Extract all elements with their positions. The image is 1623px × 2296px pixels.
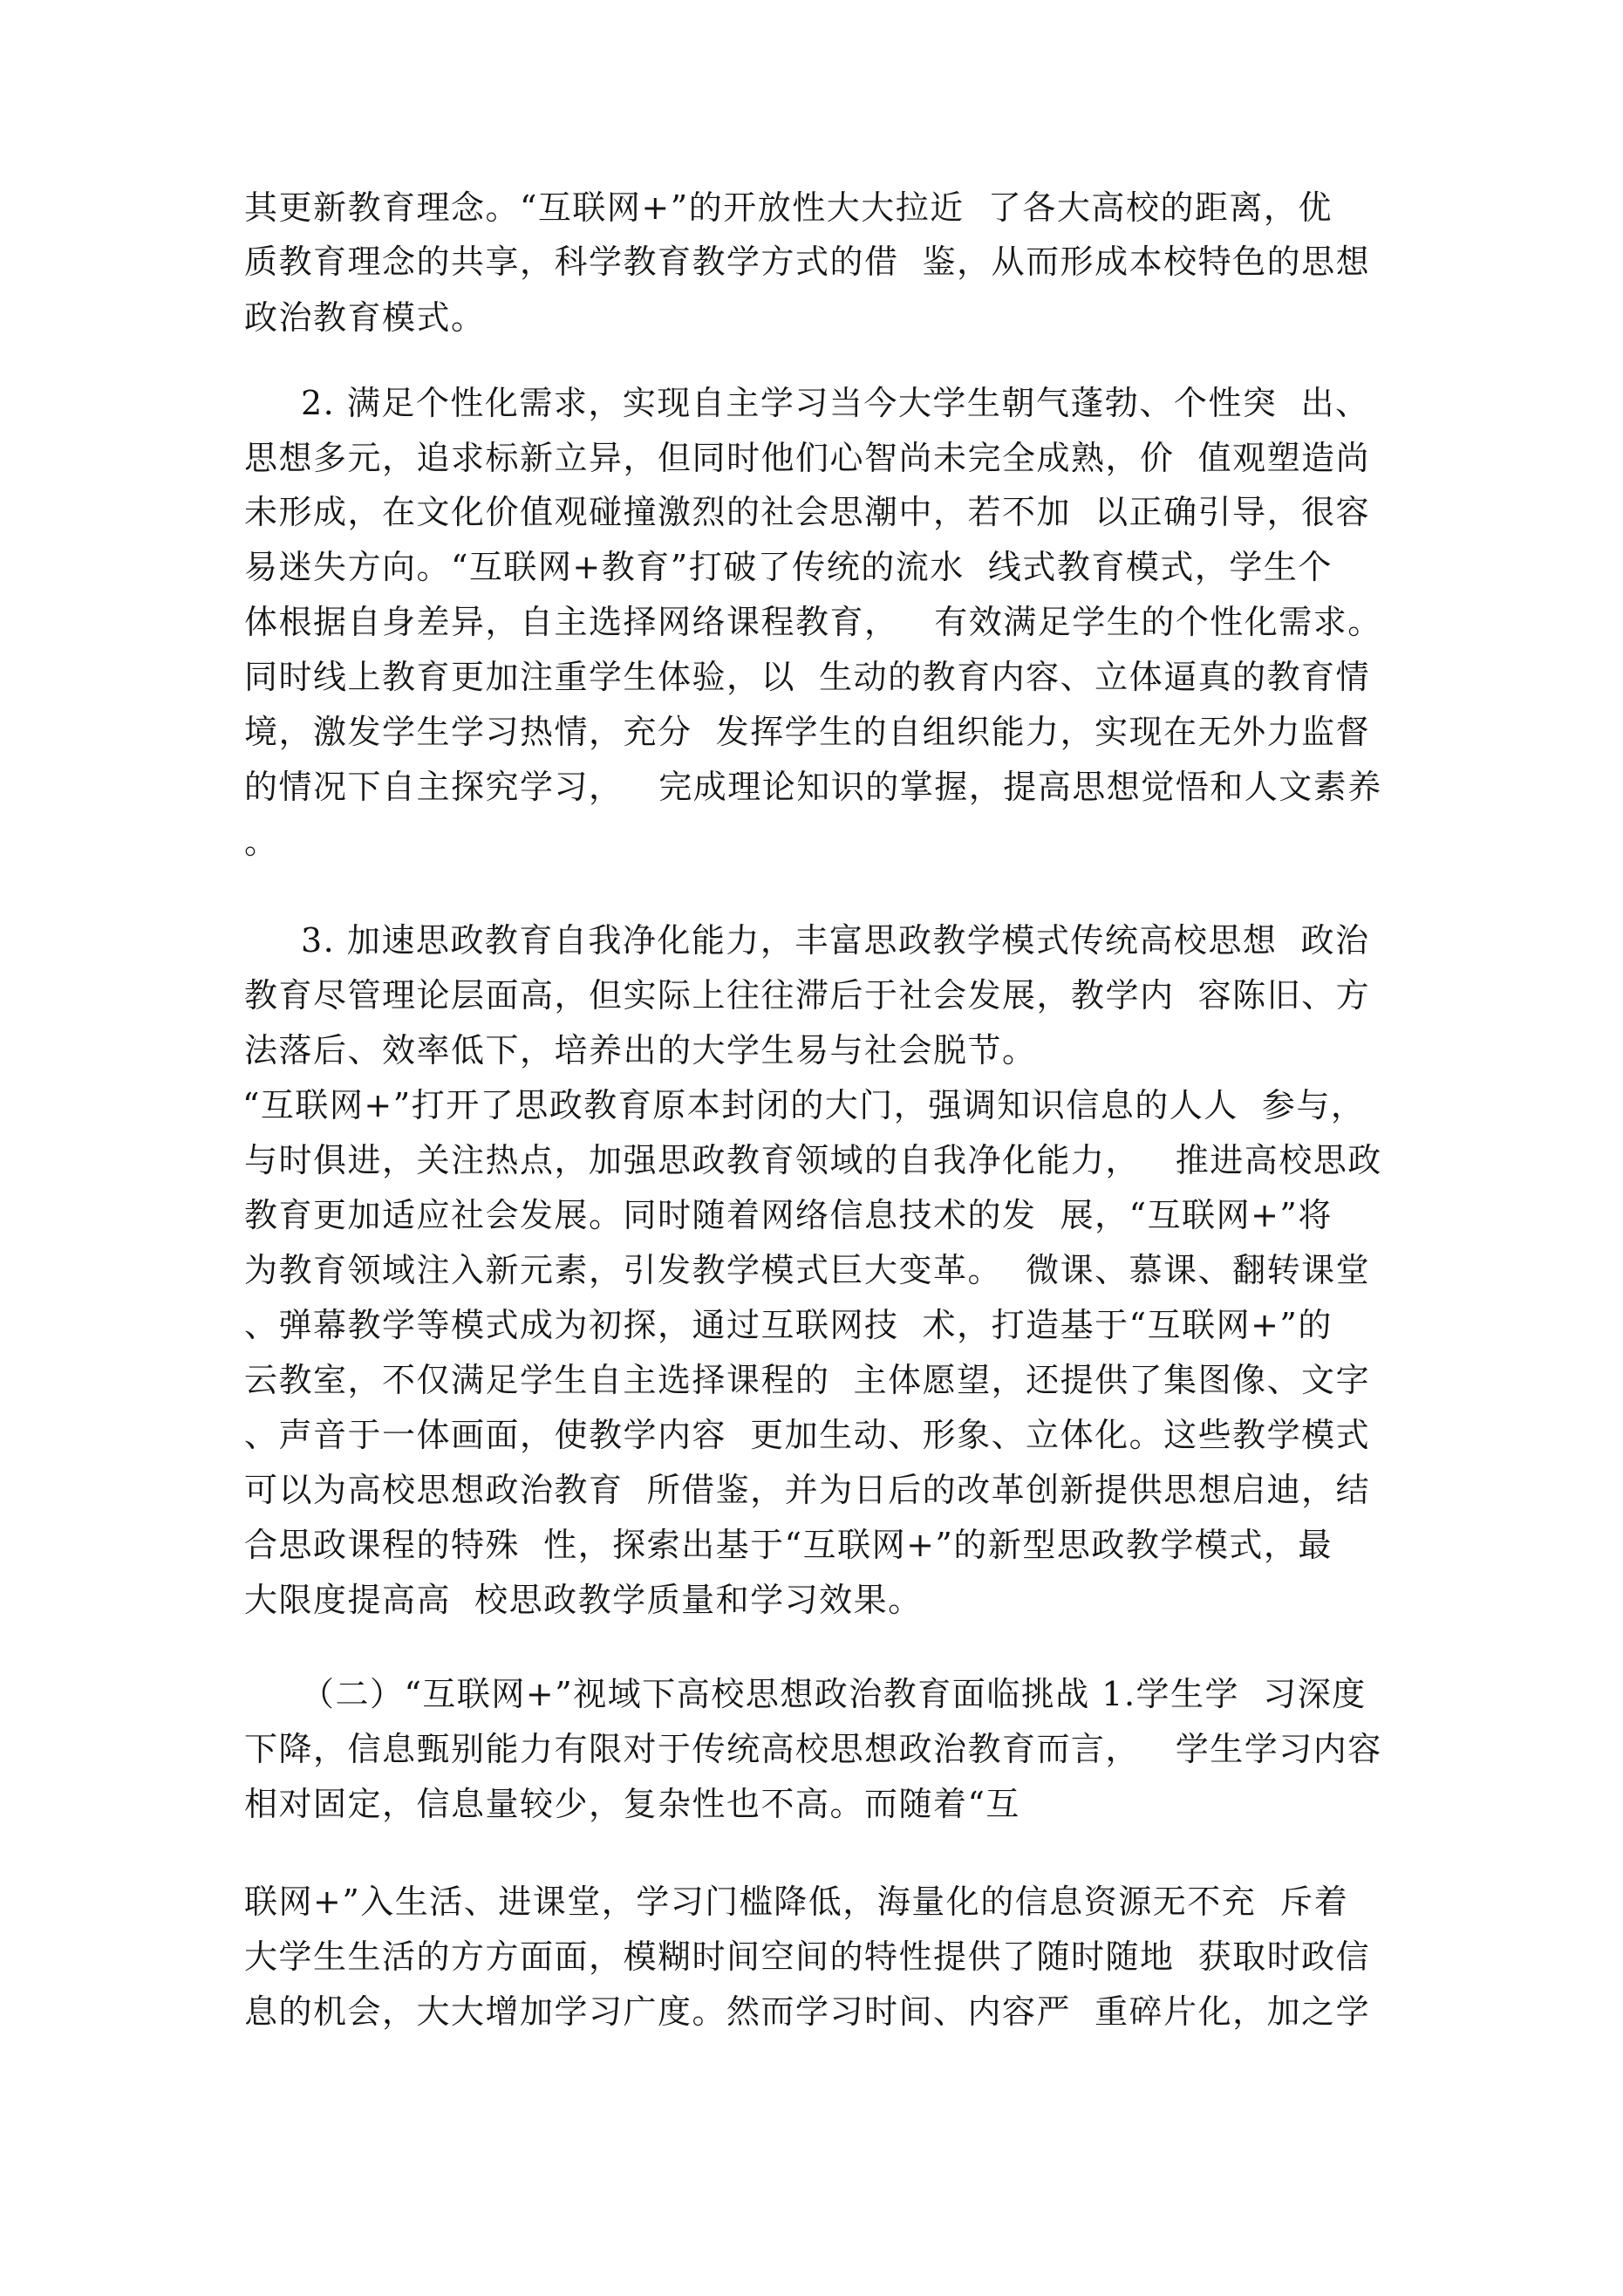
- text-line: 合思政课程的特殊 性，探索出基于“互联网+”的新型思政教学模式，最: [244, 1526, 1333, 1564]
- text-line: 下降，信息甄别能力有限对于传统高校思想政治教育而言， 学生学习内容: [244, 1730, 1382, 1768]
- text-line: 与时俱进，关注热点，加强思政教育领域的自我净化能力， 推进高校思政: [244, 1141, 1382, 1179]
- text-line: 质教育理念的共享，科学教育教学方式的借 鉴，从而形成本校特色的思想: [244, 243, 1371, 281]
- text-line: 其更新教育理念。“互联网+”的开放性大大拉近 了各大高校的距离，优: [244, 188, 1333, 227]
- text-line: 同时线上教育更加注重学生体验，以 生动的教育内容、立体逼真的教育情: [244, 658, 1371, 696]
- text-line: 3. 加速思政教育自我净化能力，丰富思政教学模式传统高校思想 政治: [301, 921, 1370, 960]
- text-line: 。: [244, 823, 279, 861]
- text-line: “互联网+”打开了思政教育原本封闭的大门，强调知识信息的人人 参与，: [242, 1086, 1366, 1124]
- text-line: 思想多元，追求标新立异，但同时他们心智尚未完全成熟，价 值观塑造尚: [244, 439, 1371, 477]
- text-line: 云教室，不仅满足学生自主选择课程的 主体愿望，还提供了集图像、文字: [244, 1361, 1371, 1399]
- text-line: 教育尽管理论层面高，但实际上往往滞后于社会发展，教学内 容陈旧、方: [244, 976, 1371, 1015]
- text-line: 体根据自身差异，自主选择网络课程教育， 有效满足学生的个性化需求。: [244, 603, 1382, 641]
- text-line: 易迷失方向。“互联网+教育”打破了传统的流水 线式教育模式，学生个: [244, 548, 1333, 586]
- text-line: 、声音于一体画面，使教学内容 更加生动、形象、立体化。这些教学模式: [244, 1416, 1371, 1454]
- text-line: 为教育领域注入新元素，引发教学模式巨大变革。 微课、慕课、翻转课堂: [244, 1251, 1371, 1289]
- text-line: 可以为高校思想政治教育 所借鉴，并为日后的改革创新提供思想启迪，结: [244, 1471, 1371, 1509]
- text-line: 境，激发学生学习热情，充分 发挥学生的自组织能力，实现在无外力监督: [244, 713, 1371, 751]
- text-line: 息的机会，大大增加学习广度。然而学习时间、内容严 重碎片化，加之学: [244, 1992, 1371, 2031]
- text-line: 大限度提高高 校思政教学质量和学习效果。: [244, 1581, 923, 1619]
- text-line: 未形成，在文化价值观碰撞激烈的社会思潮中，若不加 以正确引导，很容: [244, 493, 1371, 531]
- text-line: 、弹幕教学等模式成为初探，通过互联网技 术，打造基于“互联网+”的: [244, 1306, 1333, 1344]
- text-line: 教育更加适应社会发展。同时随着网络信息技术的发 展，“互联网+”将: [244, 1196, 1333, 1234]
- text-line: 政治教育模式。: [244, 298, 486, 337]
- text-line: 相对固定，信息量较少，复杂性也不高。而随着“互: [244, 1785, 1020, 1823]
- text-line: 大学生生活的方方面面，模糊时间空间的特性提供了随时随地 获取时政信: [244, 1937, 1371, 1976]
- text-line: 联网+”入生活、进课堂，学习门槛降低，海量化的信息资源无不充 斥着: [244, 1883, 1349, 1921]
- text-line: 法落后、效率低下，培养出的大学生易与社会脱节。: [244, 1031, 1037, 1069]
- text-line: 2. 满足个性化需求，实现自主学习当今大学生朝气蓬勃、个性突 出、: [301, 384, 1370, 422]
- text-line: （二）“互联网+”视域下高校思想政治教育面临挑战 1.学生学 习深度: [301, 1675, 1367, 1713]
- text-line: 的情况下自主探究学习， 完成理论知识的掌握，提高思想觉悟和人文素养: [244, 768, 1382, 806]
